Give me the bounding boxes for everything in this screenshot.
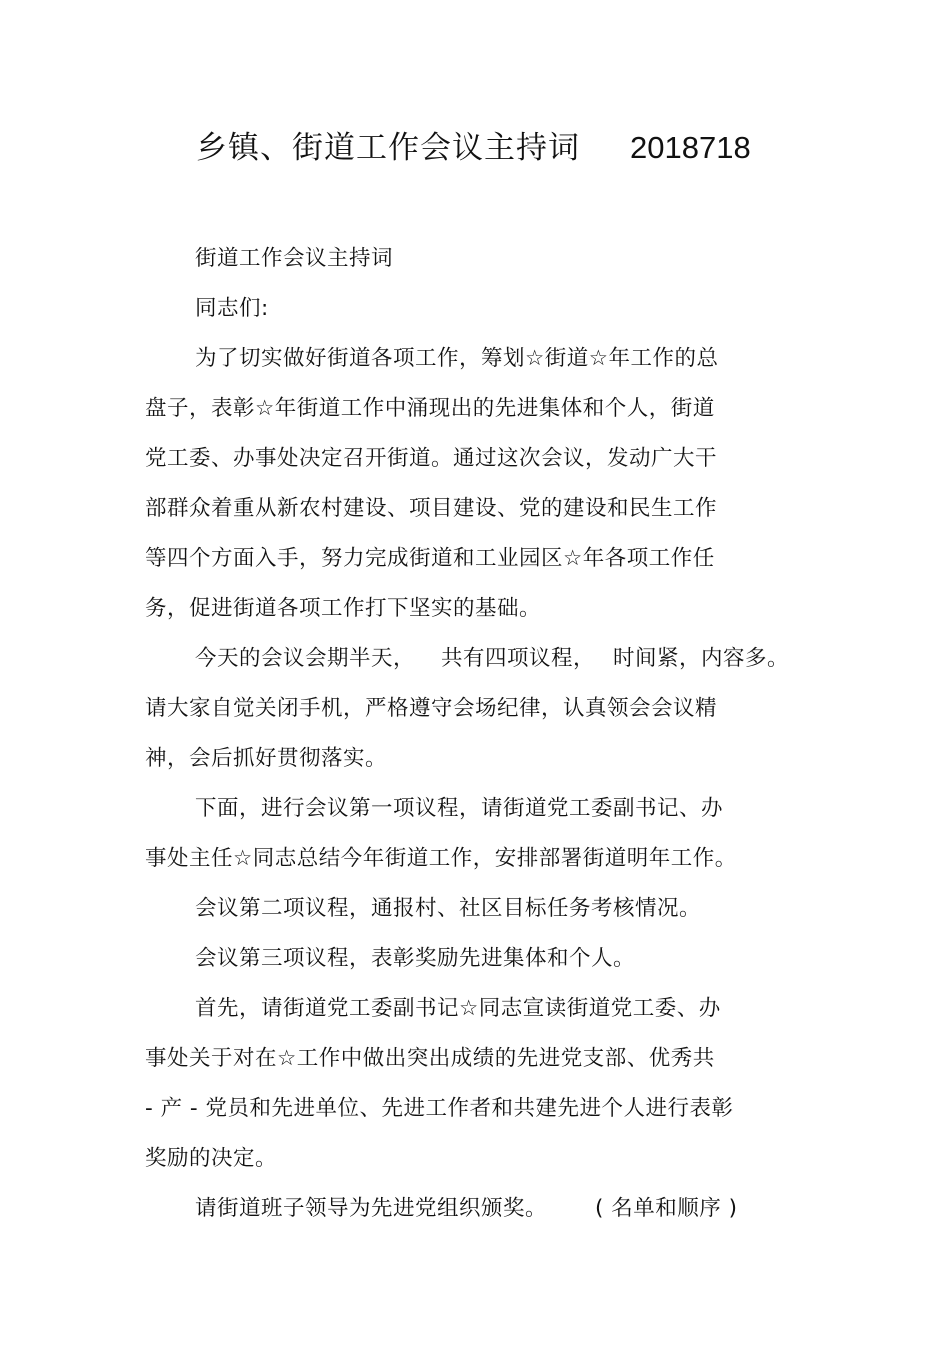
- paragraph-line: 事处关于对在☆工作中做出突出成绩的先进党支部、优秀共: [145, 1046, 715, 1071]
- paragraph-line: 神，会后抓好贯彻落实。: [145, 746, 388, 771]
- salutation-line: 同志们:: [195, 296, 269, 321]
- paragraph-line: 奖励的决定。: [145, 1146, 278, 1171]
- paragraph-line: 会议第二项议程，通报村、社区目标任务考核情况。: [195, 896, 702, 921]
- line-segment: 共有四项议程，: [441, 646, 596, 671]
- paragraph-line: 部群众着重从新农村建设、项目建设、党的建设和民生工作: [145, 496, 718, 521]
- title-date: 2018718: [630, 130, 751, 165]
- line-segment: 今天的会议会期半天，: [195, 646, 416, 671]
- paragraph-line: 为了切实做好街道各项工作，筹划☆街道☆年工作的总: [195, 346, 719, 371]
- paragraph-line: 会议第三项议程，表彰奖励先进集体和个人。: [195, 946, 636, 971]
- title-text: 乡镇、街道工作会议主持词: [196, 130, 580, 166]
- line-segment: 请街道班子领导为先进党组织颁奖。: [195, 1196, 548, 1221]
- paragraph-line: 请大家自觉关闭手机，严格遵守会场纪律，认真领会会议精: [145, 696, 718, 721]
- line-segment: 时间紧，内容多。: [613, 646, 790, 671]
- subtitle-line: 街道工作会议主持词: [195, 246, 394, 271]
- paragraph-line: 盘子，表彰☆年街道工作中涌现出的先进集体和个人，街道: [145, 396, 715, 421]
- paragraph-line: [195, 641, 789, 672]
- paragraph-line: 务，促进街道各项工作打下坚实的基础。: [145, 596, 542, 621]
- paragraph-line: 事处主任☆同志总结今年街道工作，安排部署街道明年工作。: [145, 846, 737, 871]
- paragraph-line: 党工委、办事处决定召开街道。通过这次会议，发动广大干: [145, 446, 718, 471]
- paragraph-line: 首先，请街道党工委副书记☆同志宣读街道党工委、办: [195, 996, 721, 1021]
- paragraph-line: 下面，进行会议第一项议程，请街道党工委副书记、办: [195, 796, 724, 821]
- paragraph-line: - 产 - 党员和先进单位、先进工作者和共建先进个人进行表彰: [145, 1096, 734, 1121]
- paragraph-line: [195, 1191, 737, 1222]
- document-title: [196, 122, 751, 167]
- line-segment: ( 名单和顺序 ): [595, 1196, 738, 1221]
- paragraph-line: 等四个方面入手，努力完成街道和工业园区☆年各项工作任: [145, 546, 715, 571]
